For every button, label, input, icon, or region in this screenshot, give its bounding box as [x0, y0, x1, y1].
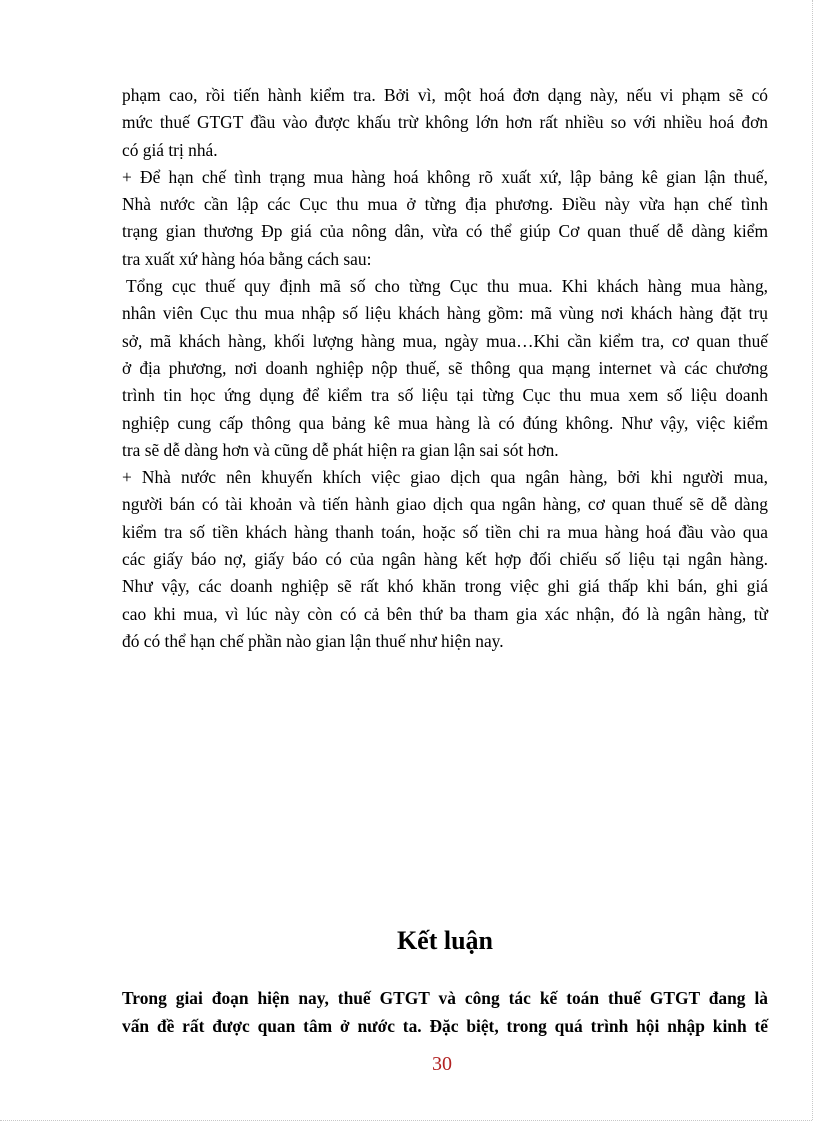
body-line: có giá trị nhá.	[122, 139, 218, 160]
body-line: + Nhà nước nên khuyến khích việc giao dịch qua ngân hàng, bởi khi người mua,	[122, 467, 768, 488]
body-line: Tổng cục thuế quy định mã số cho từng Cục thu mua. Khi khách hàng mua hàng,	[126, 276, 768, 297]
body-line: kiểm tra số tiền khách hàng thanh toán, hoặc số tiền chi ra mua hàng hoá đầu vào qua	[122, 521, 768, 542]
body-line: nhân viên Cục thu mua nhập số liệu khách hàng gồm: mã vùng nơi khách hàng đặt trụ	[122, 303, 768, 324]
body-line: nghiệp cung cấp thông qua bảng kê mua hàng là có đúng không. Như vậy, việc kiểm	[122, 412, 768, 433]
body-line: ở địa phương, nơi doanh nghiệp nộp thuế, sẽ thông qua mạng internet và các chương	[122, 357, 768, 378]
body-line: người bán có tài khoản và tiến hành giao dịch qua ngân hàng, cơ quan thuế sẽ dễ dàng	[122, 494, 768, 515]
body-line: sở, mã khách hàng, khối lượng hàng mua, ngày mua…Khi cần kiểm tra, cơ quan thuế	[122, 330, 768, 351]
body-line: mức thuế GTGT đầu vào được khấu trừ không lớn hơn rất nhiều so với nhiều hoá đơn	[122, 112, 768, 133]
conclusion-text	[122, 984, 768, 1040]
body-line: + Để hạn chế tình trạng mua hàng hoá không rõ xuất xứ, lập bảng kê gian lận thuế,	[122, 166, 768, 187]
conclusion-line: Trong giai đoạn hiện nay, thuế GTGT và công tác kế toán thuế GTGT đang là	[122, 988, 768, 1008]
body-line: Nhà nước cần lập các Cục thu mua ở từng địa phương. Điều này vừa hạn chế tình	[122, 194, 768, 215]
body-line: đó có thể hạn chế phần nào gian lận thuế như hiện nay.	[122, 630, 504, 651]
body-line: cao khi mua, vì lúc này còn có cả bên thứ ba tham gia xác nhận, đó là ngân hàng, từ	[122, 603, 768, 624]
body-line: các giấy báo nợ, giấy báo có của ngân hàng kết hợp đối chiếu số liệu tại ngân hàng.	[122, 549, 768, 570]
body-line: tra xuất xứ hàng hóa bằng cách sau:	[122, 248, 372, 269]
body-line: phạm cao, rồi tiến hành kiểm tra. Bởi vì, một hoá đơn dạng này, nếu vi phạm sẽ có	[122, 85, 768, 105]
conclusion-line: vấn đề rất được quan tâm ở nước ta. Đặc biệt, trong quá trình hội nhập kinh tế	[122, 1016, 768, 1036]
section-heading: Kết luận	[396, 926, 494, 955]
body-line: trình tin học ứng dụng để kiểm tra số liệu tại từng Cục thu mua xem số liệu doanh	[122, 385, 768, 406]
body-line: trạng gian thương Đp giá của nông dân, vừa có thể giúp Cơ quan thuế dễ dàng kiểm	[122, 221, 768, 242]
body-line: Như vậy, các doanh nghiệp sẽ rất khó khăn trong việc ghi giá thấp khi bán, ghi giá	[122, 576, 768, 597]
page-border-bottom	[0, 1120, 812, 1121]
body-text	[122, 82, 768, 655]
page-number: 30	[432, 1053, 452, 1075]
body-line: tra sẽ dễ dàng hơn và cũng dễ phát hiện ra gian lận sai sót hơn.	[122, 439, 559, 460]
